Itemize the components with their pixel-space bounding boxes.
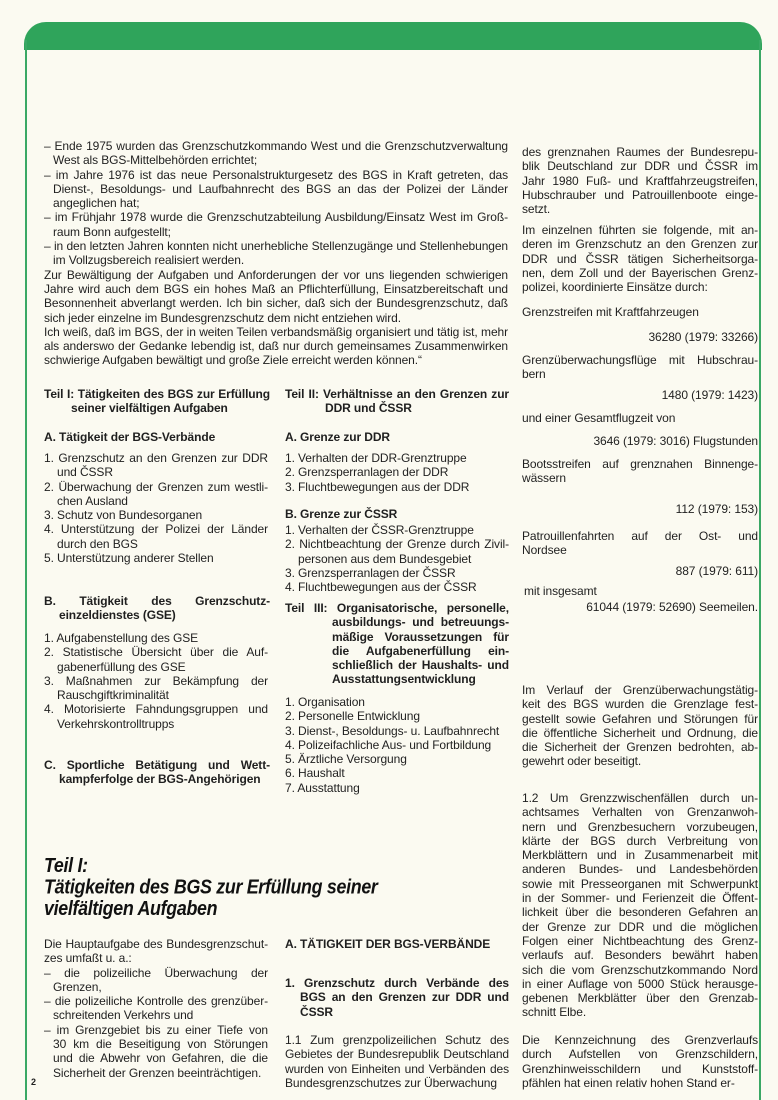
text-line: 5. Unterstützung anderer Stellen: [44, 551, 214, 566]
stat-value: 1480 (1979: 1423): [661, 388, 758, 402]
text-line: 2. Statistische Übersicht über die Auf-: [44, 645, 268, 660]
text-line: chen Ausland: [57, 493, 128, 508]
text-line: – die polizeiliche Kontrolle des grenzüber-: [44, 994, 268, 1009]
text-line: B. Grenze zur ČSSR: [285, 507, 398, 521]
text-line: deren im Grenzschutz an den Grenzen zur: [522, 237, 758, 252]
paragraph: [285, 937, 509, 951]
stat-label: Grenzstreifen mit Kraftfahrzeugen: [522, 305, 699, 319]
paragraph: [285, 738, 509, 752]
section-title-line: vielfältigen Aufgaben: [44, 897, 218, 920]
intro-text: [44, 139, 508, 368]
text-line: der Grenze zur DDR und die möglichen: [522, 919, 758, 934]
paragraph: [44, 168, 508, 211]
text-line: sich jeder einzelne im Bundesgrenzschutz dem nicht entziehen wird.: [44, 310, 401, 325]
paragraph: [44, 210, 508, 239]
text-line: schreitenden Verkehrs und: [53, 1008, 194, 1023]
text-line: 4. Fluchtbewegungen aus der ČSSR: [285, 580, 477, 595]
paragraph: [285, 387, 509, 416]
section-title: [44, 855, 378, 920]
text-line: seiner vielfältigen Aufgaben: [71, 401, 228, 416]
text-line: – in den letzten Jahren konnten nicht unerhebliche Stellenzugänge und Stellenhebungen: [44, 239, 508, 254]
paragraph: [44, 139, 508, 168]
text-line: die Sicherheit der Grenzen bedrohten, ab-: [522, 740, 758, 755]
text-line: Im einzelnen führten sie folgende, mit an-: [522, 223, 758, 237]
text-line: durch Aufstellen von Grenzschildern,: [522, 1047, 758, 1062]
green-header-band: [24, 22, 762, 50]
paragraph: [285, 580, 509, 594]
paragraph: [285, 752, 509, 766]
paragraph: [285, 1033, 509, 1090]
text-line: 3. Schutz von Bundesorganen: [44, 508, 203, 523]
text-line: die Aufgabenerfüllung ein-: [332, 643, 509, 658]
text-line: – im Jahre 1976 ist das neue Personalstrukturgesetz des BGS in Kraft getreten, das: [44, 167, 508, 182]
text-line: DDR und ČSSR tätigen Sicherheitsorga-: [522, 251, 758, 266]
text-line: 2. Überwachung der Grenzen zum westli-: [44, 479, 268, 494]
text-line: gebenen Merkblätter über den Grenzab-: [522, 991, 758, 1006]
paragraph: [285, 976, 509, 1019]
text-line: schließlich der Haushalts- und: [332, 658, 509, 673]
text-line: im Vollzugsbereich realisiert werden.: [53, 253, 245, 268]
text-line: 1. Grenzschutz an den Grenzen zur DDR: [44, 451, 268, 465]
text-line: schwierige Aufgaben bewältigt und große Ziele erreicht werden können.“: [44, 353, 422, 368]
stat-value: 3646 (1979: 3016) Flugstunden: [593, 434, 758, 448]
stat-label: Grenzüberwachungsflüge mit Hubschrau-: [522, 353, 758, 367]
toc-teil2-b-list: [285, 523, 509, 594]
text-line: Grenzen,: [53, 979, 102, 994]
text-line: gabenerfüllung des GSE: [57, 659, 186, 674]
toc-teil1-b-list: [44, 631, 268, 731]
paragraph: [44, 631, 268, 645]
text-line: durch den BGS: [57, 536, 138, 551]
text-line: 2. Nichtbeachtung der Grenze durch Zivil-: [285, 537, 509, 552]
paragraph: [285, 709, 509, 723]
paragraph: [285, 781, 509, 795]
text-line: sich die vom Grenzschutzkommando Nord: [522, 962, 758, 977]
paragraph: [285, 695, 509, 709]
stat-value: 112 (1979: 153): [675, 502, 758, 516]
stat-value: 887 (1979: 611): [675, 564, 758, 578]
text-line: Die Kennzeichnung des Grenzverlaufs: [522, 1033, 758, 1047]
text-line: 1. Verhalten der ČSSR-Grenztruppe: [285, 523, 474, 537]
toc-teil1-b-heading: [44, 594, 270, 623]
paragraph: [285, 451, 509, 465]
text-line: BGS an den Grenzen zur DDR und: [300, 990, 509, 1005]
text-line: in einer Auflage von 5000 Stück herausge-: [522, 976, 758, 991]
paragraph: [522, 683, 758, 769]
text-line: setzt.: [522, 202, 551, 217]
toc-teil2-a-list: [285, 451, 509, 494]
paragraph: [285, 507, 509, 521]
paragraph: [44, 325, 508, 368]
text-line: – im Frühjahr 1978 wurde die Grenzschutzabteilung Ausbildung/Einsatz West im Groß-: [44, 210, 508, 225]
paragraph: [285, 523, 509, 537]
paragraph: [522, 145, 758, 216]
paragraph: [44, 966, 268, 995]
text-line: keit des BGS wurden die Grenzlage fest-: [522, 697, 758, 712]
text-line: Jahr 1980 Fuß- und Kraftfahrzeugstreifen,: [522, 173, 758, 188]
paragraph: [44, 551, 268, 565]
text-line: in der Sommer- und Ferienzeit die Öffent-: [522, 891, 758, 906]
text-line: Die Hauptaufgabe des Bundesgrenzschut-: [44, 937, 268, 951]
header-band-inner-curve: [27, 50, 759, 90]
paragraph: [44, 937, 268, 966]
text-line: 4. Polizeifachliche Aus- und Fortbildung: [285, 737, 492, 752]
text-line: Folgen einer Nichtbeachtung des Grenz-: [522, 933, 758, 948]
paragraph: [44, 758, 270, 787]
text-line: und ČSSR: [57, 465, 113, 480]
text-line: gewehrt oder beseitigt.: [522, 754, 642, 769]
text-line: 30 km die Beseitigung von Störungen: [53, 1037, 268, 1052]
paragraph: [522, 1033, 758, 1090]
text-line: Sicherheit der Grenzen beeinträchtigen.: [53, 1065, 262, 1080]
text-line: sowie mit Presseorganen mit Schwerpunkt: [522, 876, 758, 891]
right-paragraph-1: [522, 145, 758, 216]
text-line: Gebietes der Bundesrepublik Deutschland: [285, 1047, 509, 1062]
paragraph: [44, 702, 268, 731]
text-line: Verkehrskontrolltrupps: [57, 716, 175, 731]
text-line: Rauschgiftkriminalität: [57, 688, 169, 703]
stat-label: Bootsstreifen auf grenznahen Binnenge-: [522, 457, 758, 471]
text-line: Bundesgrenzschutzes zur Überwachung: [285, 1075, 497, 1090]
text-line: 2. Grenzsperranlagen der DDR: [285, 465, 449, 480]
paragraph: [44, 239, 508, 268]
text-line: 2. Personelle Entwicklung: [285, 709, 420, 724]
paragraph: [44, 594, 270, 623]
text-line: schnitt Elbe.: [522, 1005, 587, 1020]
toc-teil2-b-heading: [285, 507, 509, 521]
text-line: 3. Fluchtbewegungen aus der DDR: [285, 479, 470, 494]
text-line: gestellt sowie Gefahren und Störungen für: [522, 711, 758, 726]
text-line: 1. Organisation: [285, 695, 365, 709]
paragraph: [44, 522, 268, 551]
paragraph: [285, 480, 509, 494]
text-line: klärte der BGS durch Verbreitung von: [522, 833, 758, 848]
paragraph: [44, 508, 268, 522]
paragraph: [44, 451, 268, 480]
text-line: personen aus dem Bundesgebiet: [298, 551, 472, 566]
text-line: verlaufs auf. Besonders bewährt haben: [522, 948, 758, 963]
stat-label: Patrouillenfahrten auf der Ost- und: [522, 529, 758, 543]
text-line: achtsames Verhalten von Grenzanwoh-: [522, 805, 758, 820]
text-line: West als BGS-Mittelbehörden errichtet;: [53, 153, 258, 168]
text-line: lichkeit über die besonderen Gefahren an: [522, 905, 758, 920]
paragraph: [285, 465, 509, 479]
text-line: mäßige Voraussetzungen für: [332, 629, 509, 644]
text-line: 4. Motorisierte Fahndungsgruppen und: [44, 702, 268, 717]
section-mid-subheading: [285, 976, 509, 1019]
text-line: Teil II: Verhältnisse an den Grenzen zur: [285, 387, 509, 401]
stat-label: und einer Gesamtflugzeit von: [522, 411, 676, 425]
text-line: Ausstattungsentwicklung: [332, 672, 476, 687]
toc-teil3-heading: [285, 601, 509, 687]
stat-label: bern: [522, 367, 546, 381]
text-line: 1.2 Um Grenzzwischenfällen durch un-: [522, 791, 758, 805]
paragraph: [44, 387, 270, 416]
text-line: kampferfolge der BGS-Angehörigen: [59, 772, 261, 787]
text-line: B. Tätigkeit des Grenzschutz-: [44, 594, 270, 608]
paragraph: [285, 724, 509, 738]
text-line: 3. Dienst-, Besoldungs- u. Laufbahnrecht: [285, 723, 500, 738]
text-line: polizei, koordinierte Einsätze durch:: [522, 280, 708, 295]
right-paragraph-5: [522, 1033, 758, 1090]
page-number: 2: [31, 1077, 37, 1087]
paragraph: [44, 430, 270, 444]
section-title-line: Tätigkeiten des BGS zur Erfüllung seiner: [44, 875, 378, 899]
right-paragraph-2: [522, 223, 758, 294]
text-line: Hubschrauber und Patrouillenboote einge-: [522, 187, 758, 202]
text-line: 1. Verhalten der DDR-Grenztruppe: [285, 451, 467, 465]
text-line: 1. Grenzschutz durch Verbände des: [285, 976, 509, 990]
text-line: 3. Grenzsperranlagen der ČSSR: [285, 565, 456, 580]
text-line: anderen Bundes- und Landesbehörden: [522, 862, 758, 877]
paragraph: [44, 674, 268, 703]
text-line: 3. Maßnahmen zur Bekämpfung der: [44, 673, 268, 688]
text-line: wurden von Einheiten und Verbänden des: [285, 1061, 509, 1076]
text-line: Ich weiß, daß im BGS, der in weiten Teilen verbandsmäßig organisiert und tätig ist, mehr: [44, 324, 508, 339]
paragraph: [522, 791, 758, 1020]
text-line: 4. Unterstützung der Polizei der Länder: [44, 522, 268, 537]
text-line: – Ende 1975 wurden das Grenzschutzkommando West und die Grenzschutzverwaltung: [44, 139, 508, 153]
paragraph: [285, 537, 509, 566]
text-line: Besonnenheit abverlangt werden. Ich bin sicher, daß sich der Bundesgrenzschutz, daß: [44, 296, 508, 311]
stat-label: Nordsee: [522, 543, 567, 557]
text-line: – die polizeiliche Überwachung der: [44, 965, 268, 980]
paragraph: [44, 480, 268, 509]
right-border-rule: [759, 40, 761, 1100]
right-paragraph-3: [522, 683, 758, 769]
left-border-rule: [25, 40, 27, 1100]
text-line: – im Grenzgebiet bis zu einer Tiefe von: [44, 1022, 268, 1037]
text-line: DDR und ČSSR: [325, 401, 412, 416]
text-line: 1. Aufgabenstellung des GSE: [44, 631, 199, 645]
paragraph: [285, 601, 509, 687]
text-line: als anderswo der Gedanke lebendig ist, daß nur durch gemeinsames Zusammenwirken: [44, 339, 508, 354]
section-mid-paragraph: [285, 1033, 509, 1090]
text-line: raum Bonn aufgestellt;: [53, 224, 171, 239]
text-line: C. Sportliche Betätigung und Wett-: [44, 758, 270, 772]
paragraph: [44, 1023, 268, 1080]
text-line: 6. Haushalt: [285, 766, 345, 781]
text-line: ČSSR: [300, 1004, 333, 1019]
text-line: blik Deutschland zur DDR und ČSSR im: [522, 159, 758, 174]
right-paragraph-4: [522, 791, 758, 1020]
text-line: A. Tätigkeit der BGS-Verbände: [44, 430, 216, 444]
text-line: ausbildungs- und betreuungs-: [332, 615, 509, 630]
section-mid-heading: [285, 937, 509, 951]
stat-value: 61044 (1979: 52690) Seemeilen.: [586, 600, 758, 614]
text-line: nern und Grenzbesuchern vorzubeugen,: [522, 819, 758, 834]
text-line: 1.1 Zum grenzpolizeilichen Schutz des: [285, 1033, 509, 1047]
text-line: Jahre wird auch dem BGS ein hohes Maß an Pflichterfüllung, Einsatzbereitschaft und: [44, 281, 508, 296]
text-line: des grenznahen Raumes der Bundesrepu-: [522, 145, 758, 159]
paragraph: [285, 766, 509, 780]
paragraph: [285, 430, 509, 444]
text-line: Merkblättern und in Zusammenarbeit mit: [522, 848, 758, 863]
text-line: pfählen hat einen relativ hohen Stand er-: [522, 1075, 735, 1090]
section-title-line: Teil I:: [44, 853, 88, 877]
paragraph: [44, 268, 508, 325]
text-line: Grenzhinweisschildern und Kunststoff-: [522, 1061, 758, 1076]
text-line: A. Grenze zur DDR: [285, 430, 390, 444]
stat-value: 36280 (1979: 33266): [648, 330, 758, 344]
text-line: Im Verlauf der Grenzüberwachungstätig-: [522, 683, 758, 697]
text-line: angeglichen hat;: [53, 196, 140, 211]
text-line: und die Abwehr von Gefahren, die die: [53, 1051, 268, 1066]
section-left-text: [44, 937, 268, 1080]
text-line: Teil I: Tätigkeiten des BGS zur Erfüllung: [44, 387, 270, 401]
toc-teil1-a-heading: [44, 430, 270, 444]
text-line: 7. Ausstattung: [285, 780, 360, 795]
stat-label: mit insgesamt: [524, 584, 597, 598]
text-line: A. TÄTIGKEIT DER BGS-VERBÄNDE: [285, 937, 491, 951]
paragraph: [522, 223, 758, 294]
toc-teil1-heading: [44, 387, 270, 416]
toc-teil1-c-heading: [44, 758, 270, 787]
text-line: einzeldienstes (GSE): [59, 608, 176, 623]
text-line: 5. Ärztliche Versorgung: [285, 752, 407, 767]
text-line: zes umfaßt u. a.:: [44, 951, 132, 966]
text-line: nen, dem Zoll und der Bayerischen Grenz-: [522, 265, 758, 280]
text-line: Zur Bewältigung der Aufgaben und Anforderungen der vor uns liegenden schwierigen: [44, 267, 508, 282]
text-line: Teil III: Organisatorische, personelle,: [285, 601, 509, 615]
paragraph: [285, 566, 509, 580]
toc-teil2-heading: [285, 387, 509, 416]
toc-teil3-list: [285, 695, 509, 795]
stat-label: wässern: [522, 471, 566, 485]
paragraph: [44, 645, 268, 674]
text-line: Dienst-, Besoldungs- und Laufbahnrecht des BGS an das der Polizei der Länder: [53, 181, 508, 196]
toc-teil2-a-heading: [285, 430, 509, 444]
text-line: die öffentliche Sicherheit und Ordnung, die: [522, 725, 758, 740]
paragraph: [44, 994, 268, 1023]
toc-teil1-a-list: [44, 451, 268, 565]
